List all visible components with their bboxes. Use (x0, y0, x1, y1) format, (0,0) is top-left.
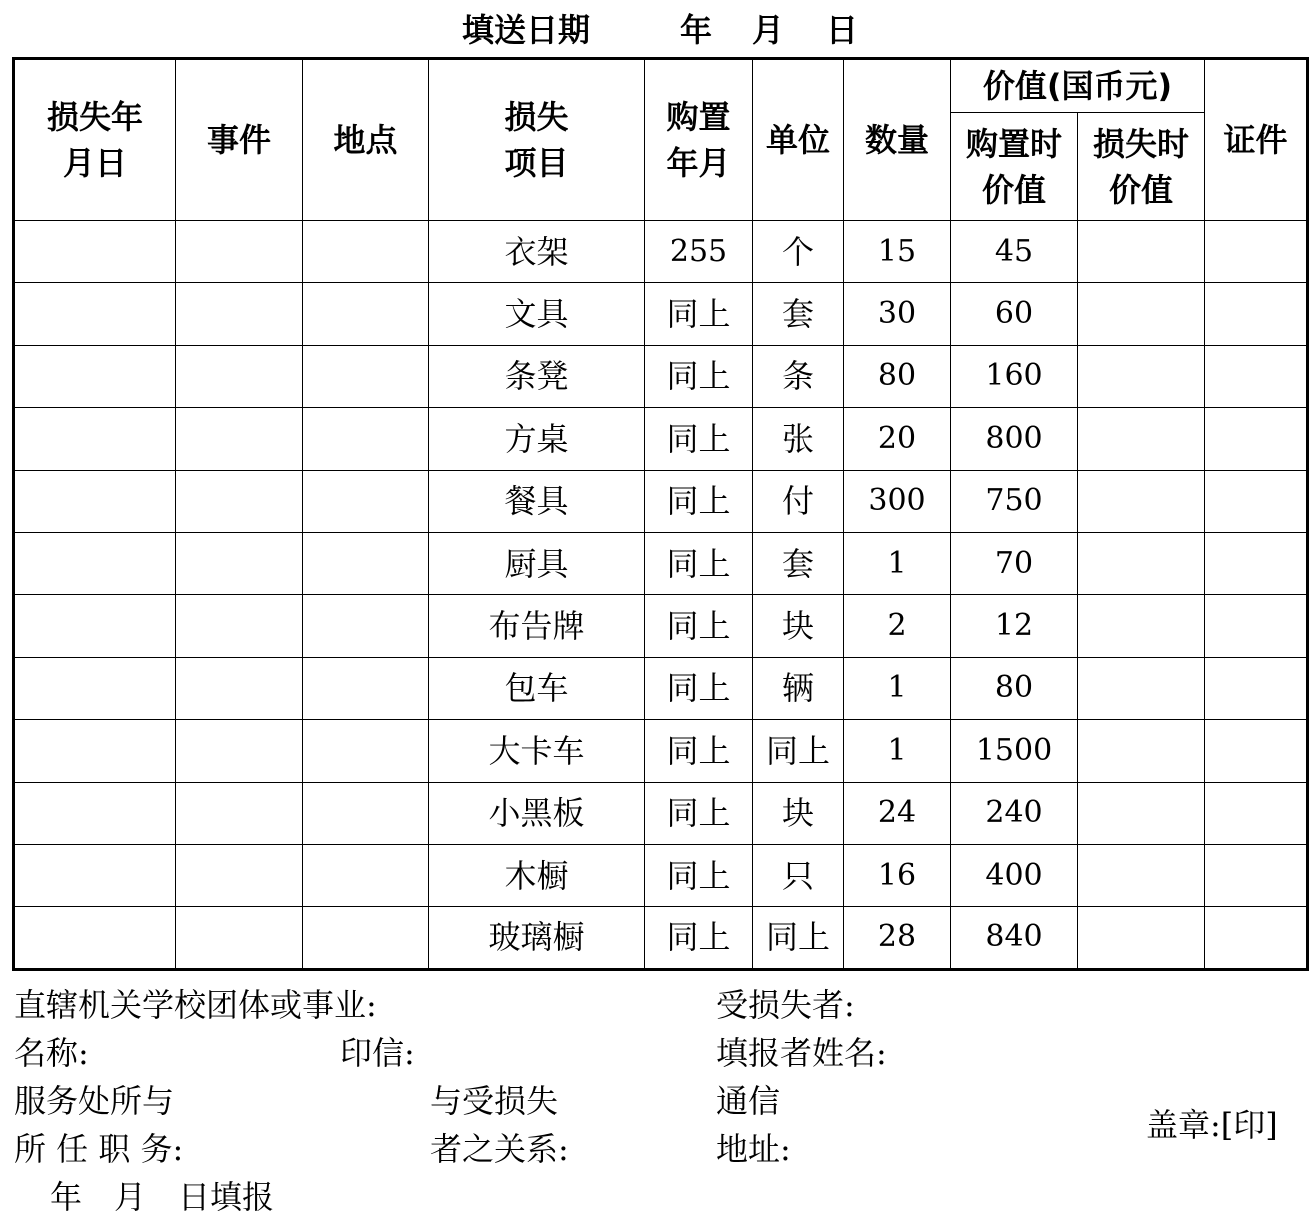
item-cell: 包车 (429, 657, 645, 719)
unit-cell: 同上 (753, 720, 844, 782)
purchase-value-cell: 400 (951, 844, 1078, 906)
item-cell: 布告牌 (429, 595, 645, 657)
event-cell (176, 782, 303, 844)
certificate-cell (1205, 844, 1308, 906)
quantity-cell: 80 (844, 345, 951, 407)
event-cell (176, 345, 303, 407)
col-purchase-date: 购置 年月 (645, 59, 753, 221)
place-cell (303, 782, 429, 844)
quantity-cell: 300 (844, 470, 951, 532)
unit-cell: 只 (753, 844, 844, 906)
unit-cell: 块 (753, 595, 844, 657)
certificate-cell (1205, 408, 1308, 470)
certificate-cell (1205, 907, 1308, 969)
col-event: 事件 (176, 59, 303, 221)
certificate-cell (1205, 283, 1308, 345)
purchase-date-cell: 同上 (645, 907, 753, 969)
loss-value-cell (1078, 720, 1205, 782)
unit-cell: 块 (753, 782, 844, 844)
relation-label-line1: 与受损失 (430, 1082, 559, 1120)
col-quantity: 数量 (844, 59, 951, 221)
event-cell (176, 595, 303, 657)
stamp-label: 盖章:[印] (1146, 1106, 1278, 1144)
table-row (14, 595, 1308, 657)
address-label-line1: 通信 (716, 1082, 781, 1120)
item-cell: 玻璃橱 (429, 907, 645, 969)
unit-cell: 同上 (753, 907, 844, 969)
event-cell (176, 532, 303, 594)
address-label-line2: 地址: (716, 1130, 791, 1168)
place-cell (303, 283, 429, 345)
loss-value-cell (1078, 532, 1205, 594)
certificate-cell (1205, 470, 1308, 532)
quantity-cell: 28 (844, 907, 951, 969)
purchase-value-cell: 60 (951, 283, 1078, 345)
loss-value-cell (1078, 221, 1205, 283)
purchase-date-cell: 同上 (645, 408, 753, 470)
loss-date-cell (14, 720, 176, 782)
purchase-date-cell: 同上 (645, 345, 753, 407)
loss-date-cell (14, 221, 176, 283)
loss-date-cell (14, 595, 176, 657)
loss-value-cell (1078, 782, 1205, 844)
table-row (14, 408, 1308, 470)
loss-date-cell (14, 907, 176, 969)
org-name-label: 名称: (14, 1034, 89, 1072)
year-label: 年 (680, 11, 713, 49)
purchase-date-cell: 同上 (645, 283, 753, 345)
loss-date-cell (14, 345, 176, 407)
form-date-header (0, 8, 1314, 52)
loss-value-cell (1078, 408, 1205, 470)
month-label: 月 (752, 11, 785, 49)
quantity-cell: 1 (844, 657, 951, 719)
unit-cell: 个 (753, 221, 844, 283)
place-cell (303, 221, 429, 283)
purchase-value-cell: 840 (951, 907, 1078, 969)
loss-value-cell (1078, 907, 1205, 969)
loss-value-cell (1078, 657, 1205, 719)
col-loss-date: 损失年 月日 (14, 59, 176, 221)
unit-cell: 条 (753, 345, 844, 407)
purchase-value-cell: 800 (951, 408, 1078, 470)
victim-label: 受损失者: (716, 986, 855, 1024)
item-cell: 厨具 (429, 532, 645, 594)
purchase-date-cell: 255 (645, 221, 753, 283)
seal-label: 印信: (340, 1034, 415, 1072)
day-label: 日 (826, 11, 859, 49)
filed-date-label: 年 月 日填报 (50, 1178, 275, 1216)
purchase-value-cell: 12 (951, 595, 1078, 657)
item-cell: 方桌 (429, 408, 645, 470)
table-row (14, 782, 1308, 844)
item-cell: 大卡车 (429, 720, 645, 782)
loss-date-cell (14, 844, 176, 906)
quantity-cell: 15 (844, 221, 951, 283)
place-cell (303, 408, 429, 470)
item-cell: 条凳 (429, 345, 645, 407)
item-cell: 文具 (429, 283, 645, 345)
purchase-date-cell: 同上 (645, 470, 753, 532)
col-unit: 单位 (753, 59, 844, 221)
col-place: 地点 (303, 59, 429, 221)
loss-value-cell (1078, 345, 1205, 407)
loss-value-cell (1078, 844, 1205, 906)
loss-date-cell (14, 782, 176, 844)
purchase-value-cell: 45 (951, 221, 1078, 283)
post-label-line2: 所 任 职 务: (14, 1130, 184, 1168)
place-cell (303, 907, 429, 969)
place-cell (303, 345, 429, 407)
loss-date-cell (14, 408, 176, 470)
quantity-cell: 16 (844, 844, 951, 906)
table-row (14, 470, 1308, 532)
certificate-cell (1205, 720, 1308, 782)
loss-value-cell (1078, 283, 1205, 345)
place-cell (303, 657, 429, 719)
place-cell (303, 720, 429, 782)
place-cell (303, 595, 429, 657)
place-cell (303, 532, 429, 594)
purchase-value-cell: 80 (951, 657, 1078, 719)
unit-cell: 套 (753, 532, 844, 594)
loss-date-cell (14, 470, 176, 532)
unit-cell: 张 (753, 408, 844, 470)
unit-cell: 辆 (753, 657, 844, 719)
place-cell (303, 844, 429, 906)
table-row (14, 720, 1308, 782)
event-cell (176, 844, 303, 906)
event-cell (176, 221, 303, 283)
org-label: 直辖机关学校团体或事业: (14, 986, 377, 1024)
quantity-cell: 24 (844, 782, 951, 844)
certificate-cell (1205, 782, 1308, 844)
table-row (14, 283, 1308, 345)
certificate-cell (1205, 221, 1308, 283)
loss-date-cell (14, 657, 176, 719)
unit-cell: 付 (753, 470, 844, 532)
reporter-name-label: 填报者姓名: (716, 1034, 887, 1072)
table-row (14, 657, 1308, 719)
item-cell: 小黑板 (429, 782, 645, 844)
loss-report-table (12, 57, 1309, 971)
col-value-group: 价值(国币元) (951, 59, 1205, 113)
quantity-cell: 20 (844, 408, 951, 470)
item-cell: 衣架 (429, 221, 645, 283)
event-cell (176, 657, 303, 719)
loss-date-cell (14, 283, 176, 345)
item-cell: 餐具 (429, 470, 645, 532)
purchase-value-cell: 750 (951, 470, 1078, 532)
table-row (14, 907, 1308, 969)
fill-date-label: 填送日期 (462, 11, 591, 49)
item-cell: 木橱 (429, 844, 645, 906)
certificate-cell (1205, 345, 1308, 407)
col-certificate: 证件 (1205, 59, 1308, 221)
purchase-date-cell: 同上 (645, 532, 753, 594)
purchase-value-cell: 160 (951, 345, 1078, 407)
purchase-date-cell: 同上 (645, 657, 753, 719)
event-cell (176, 720, 303, 782)
event-cell (176, 907, 303, 969)
unit-cell: 套 (753, 283, 844, 345)
col-loss-item: 损失 项目 (429, 59, 645, 221)
purchase-value-cell: 1500 (951, 720, 1078, 782)
table-row (14, 532, 1308, 594)
post-label-line1: 服务处所与 (14, 1082, 175, 1120)
table-row (14, 345, 1308, 407)
event-cell (176, 470, 303, 532)
loss-date-cell (14, 532, 176, 594)
purchase-date-cell: 同上 (645, 782, 753, 844)
col-value-at-purchase: 购置时 价值 (951, 113, 1078, 221)
certificate-cell (1205, 595, 1308, 657)
purchase-date-cell: 同上 (645, 720, 753, 782)
relation-label-line2: 者之关系: (430, 1130, 569, 1168)
purchase-date-cell: 同上 (645, 844, 753, 906)
table-row (14, 221, 1308, 283)
quantity-cell: 1 (844, 720, 951, 782)
quantity-cell: 1 (844, 532, 951, 594)
quantity-cell: 30 (844, 283, 951, 345)
loss-value-cell (1078, 470, 1205, 532)
purchase-date-cell: 同上 (645, 595, 753, 657)
place-cell (303, 470, 429, 532)
col-value-at-loss: 损失时 价值 (1078, 113, 1205, 221)
quantity-cell: 2 (844, 595, 951, 657)
certificate-cell (1205, 657, 1308, 719)
table-row (14, 844, 1308, 906)
purchase-value-cell: 70 (951, 532, 1078, 594)
event-cell (176, 408, 303, 470)
loss-value-cell (1078, 595, 1205, 657)
purchase-value-cell: 240 (951, 782, 1078, 844)
event-cell (176, 283, 303, 345)
certificate-cell (1205, 532, 1308, 594)
